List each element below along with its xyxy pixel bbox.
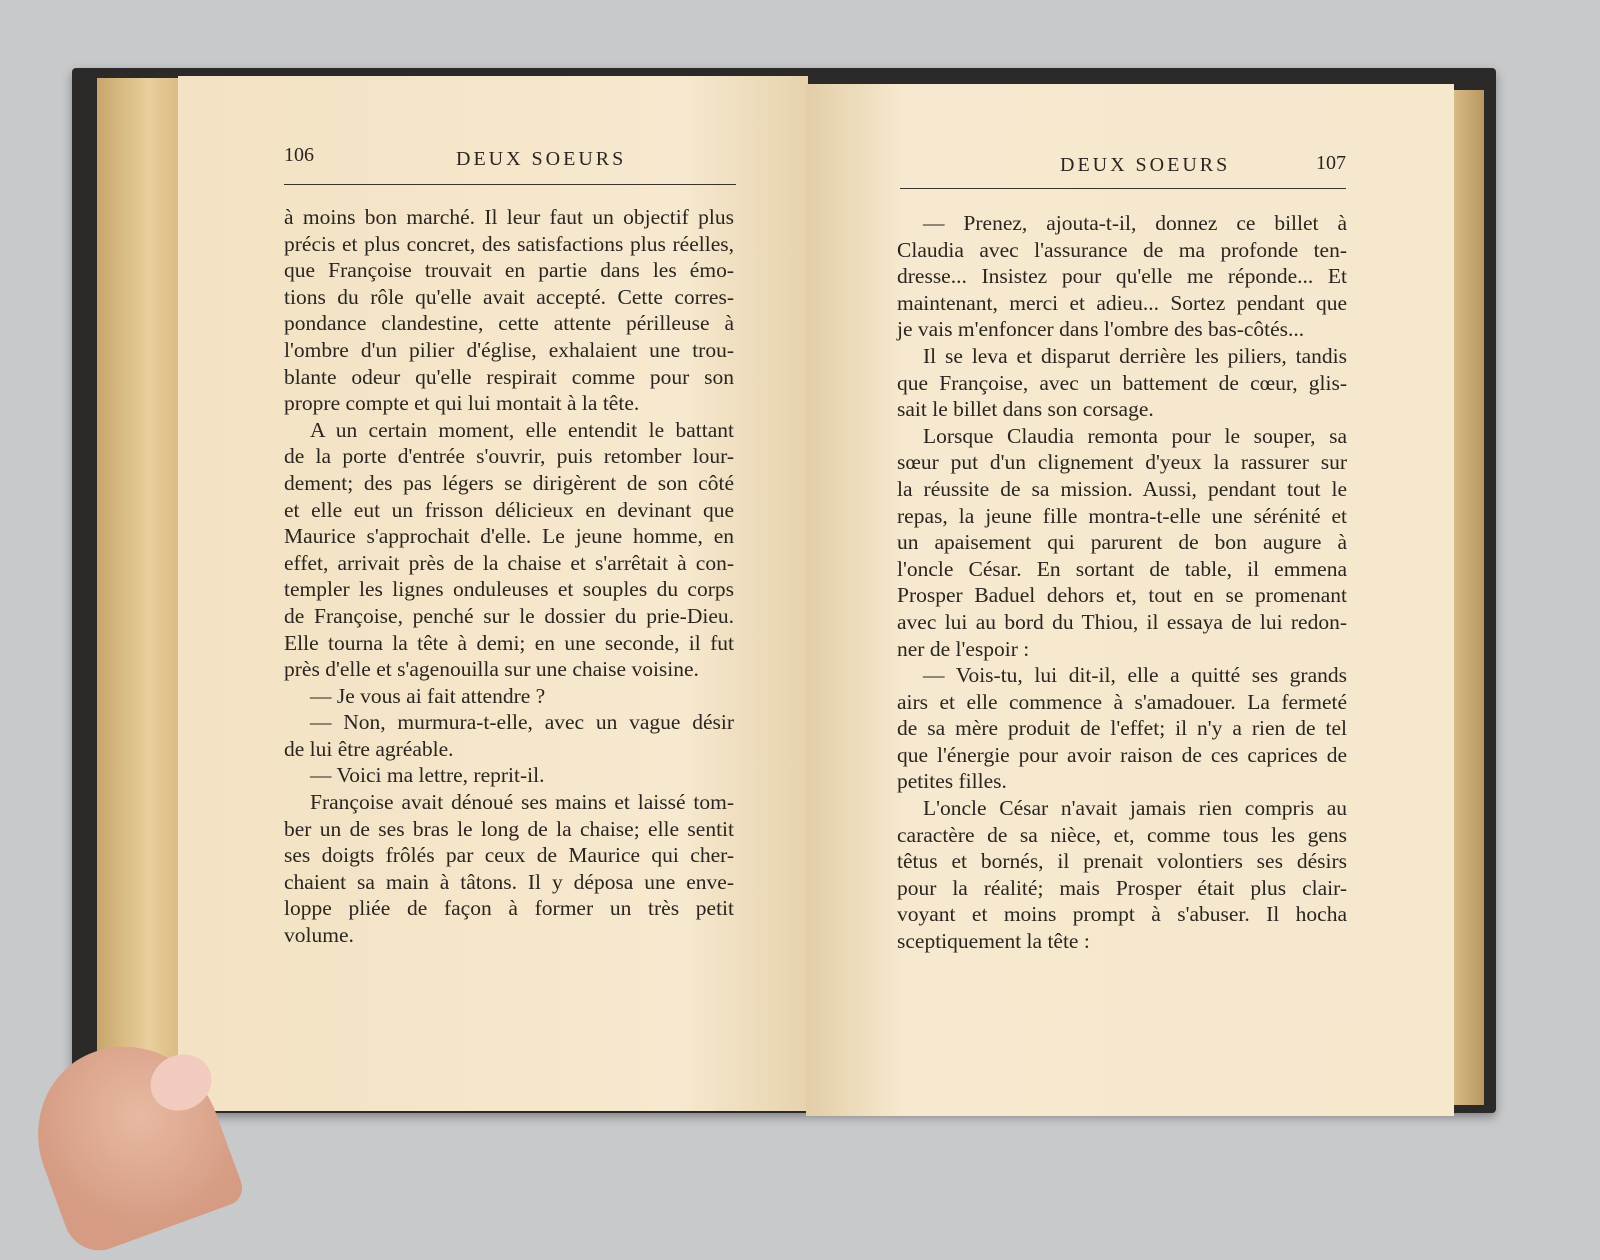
- text-line: loppe pliée de façon à former un très petit: [284, 896, 734, 921]
- page-text: [284, 204, 734, 949]
- text-line: Maurice s'approchait d'elle. Le jeune homme, en: [284, 524, 734, 549]
- text-line: sait le billet dans son corsage.: [897, 397, 1154, 422]
- text-line: l'oncle César. En sortant de table, il emmena: [897, 556, 1347, 581]
- text-line: ner de l'espoir :: [897, 636, 1030, 661]
- text-line: ses doigts frôlés par ceux de Maurice qui cher-: [284, 843, 734, 868]
- text-line: effet, arrivait près de la chaise et s'arrêtait à con-: [284, 550, 734, 575]
- page-edges-left: [97, 78, 183, 1100]
- page-text: [897, 210, 1347, 955]
- text-line: Françoise avait dénoué ses mains et laissé tom-: [310, 790, 734, 815]
- text-line: voyant et moins prompt à s'abuser. Il hocha: [897, 902, 1347, 927]
- right-page: [806, 84, 1454, 1116]
- text-line: et elle eut un frisson délicieux en devinant que: [284, 497, 734, 522]
- text-line: — Je vous ai fait attendre ?: [310, 683, 546, 708]
- text-line: chaient sa main à tâtons. Il y déposa une enve-: [284, 869, 734, 894]
- text-line: l'ombre d'un pilier d'église, exhalaient une trou-: [284, 337, 734, 362]
- header-rule: [900, 188, 1346, 189]
- text-line: — Voici ma lettre, reprit-il.: [310, 763, 545, 788]
- text-line: dement; des pas légers se dirigèrent de son côté: [284, 470, 734, 495]
- text-line: Claudia avec l'assurance de ma profonde ten-: [897, 237, 1347, 262]
- text-line: la réussite de sa mission. Aussi, pendant tout le: [897, 476, 1347, 501]
- text-line: ber un de ses bras le long de la chaise; elle sentit: [284, 816, 734, 841]
- text-line: Prosper Baduel dehors et, tout en se promenant: [897, 583, 1347, 608]
- text-line: je vais m'enfoncer dans l'ombre des bas-côtés...: [897, 317, 1305, 342]
- left-page: [178, 76, 808, 1111]
- text-line: de la porte d'entrée s'ouvrir, puis retomber lour-: [284, 444, 734, 469]
- text-line: — Prenez, ajouta-t-il, donnez ce billet à: [923, 211, 1347, 235]
- text-line: précis et plus concret, des satisfactions plus réelles,: [284, 231, 734, 256]
- text-line: Elle tourna la tête à demi; en une seconde, il fut: [284, 630, 734, 655]
- text-line: Lorsque Claudia remonta pour le souper, sa: [923, 423, 1347, 448]
- text-line: airs et elle commence à s'amadouer. La fermeté: [897, 689, 1347, 714]
- text-line: pondance clandestine, cette attente périlleuse à: [284, 311, 734, 336]
- text-line: A un certain moment, elle entendit le battant: [310, 417, 734, 442]
- running-header: DEUX SOEURS: [456, 148, 627, 170]
- page-number: 106: [284, 144, 314, 166]
- text-line: avec lui au bord du Thiou, il essaya de lui redon-: [897, 609, 1347, 634]
- text-line: sœur put d'un clignement d'yeux la rassurer sur: [897, 450, 1347, 475]
- text-line: pour la réalité; mais Prosper était plus clair-: [897, 875, 1347, 900]
- text-line: que l'énergie pour avoir raison de ces caprices de: [897, 742, 1347, 767]
- running-header: DEUX SOEURS: [1060, 154, 1231, 176]
- text-line: sceptiquement la tête :: [897, 929, 1090, 954]
- text-line: de lui être agréable.: [284, 736, 454, 761]
- text-line: blante odeur qu'elle respirait comme pour son: [284, 364, 734, 389]
- text-line: repas, la jeune fille montra-t-elle une sérénité et: [897, 503, 1347, 528]
- text-line: près d'elle et s'agenouilla sur une chaise voisine.: [284, 657, 699, 682]
- text-line: petites filles.: [897, 769, 1007, 794]
- text-line: — Non, murmura-t-elle, avec un vague désir: [310, 710, 734, 735]
- text-line: L'oncle César n'avait jamais rien compris au: [923, 796, 1347, 821]
- text-line: de sa mère produit de l'effet; il n'y a rien de tel: [897, 716, 1347, 741]
- text-line: — Vois-tu, lui dit-il, elle a quitté ses grands: [923, 663, 1347, 688]
- text-line: dresse... Insistez pour qu'elle me réponde... Et: [897, 264, 1347, 289]
- text-line: caractère de sa nièce, et, comme tous les gens: [897, 822, 1347, 847]
- text-line: volume.: [284, 923, 354, 948]
- text-line: propre compte et qui lui montait à la tête.: [284, 391, 640, 416]
- page-number: 107: [1316, 152, 1346, 174]
- text-line: que Françoise, avec un battement de cœur, glis-: [897, 370, 1347, 395]
- text-line: de Françoise, penché sur le dossier du prie-Dieu.: [284, 603, 734, 628]
- page-edges-right: [1452, 90, 1484, 1105]
- text-line: têtus et bornés, il prenait volontiers ses désirs: [897, 849, 1347, 874]
- text-line: que Françoise trouvait en partie dans les émo-: [284, 258, 734, 283]
- text-line: maintenant, merci et adieu... Sortez pendant que: [897, 290, 1347, 315]
- text-line: à moins bon marché. Il leur faut un objectif plus: [284, 205, 734, 229]
- text-line: Il se leva et disparut derrière les piliers, tandis: [923, 343, 1347, 368]
- text-line: tions du rôle qu'elle avait accepté. Cette corres-: [284, 284, 734, 309]
- header-rule: [284, 184, 736, 185]
- text-line: un apaisement qui parurent de bon augure à: [897, 530, 1347, 555]
- text-line: templer les lignes onduleuses et souples du corps: [284, 577, 734, 602]
